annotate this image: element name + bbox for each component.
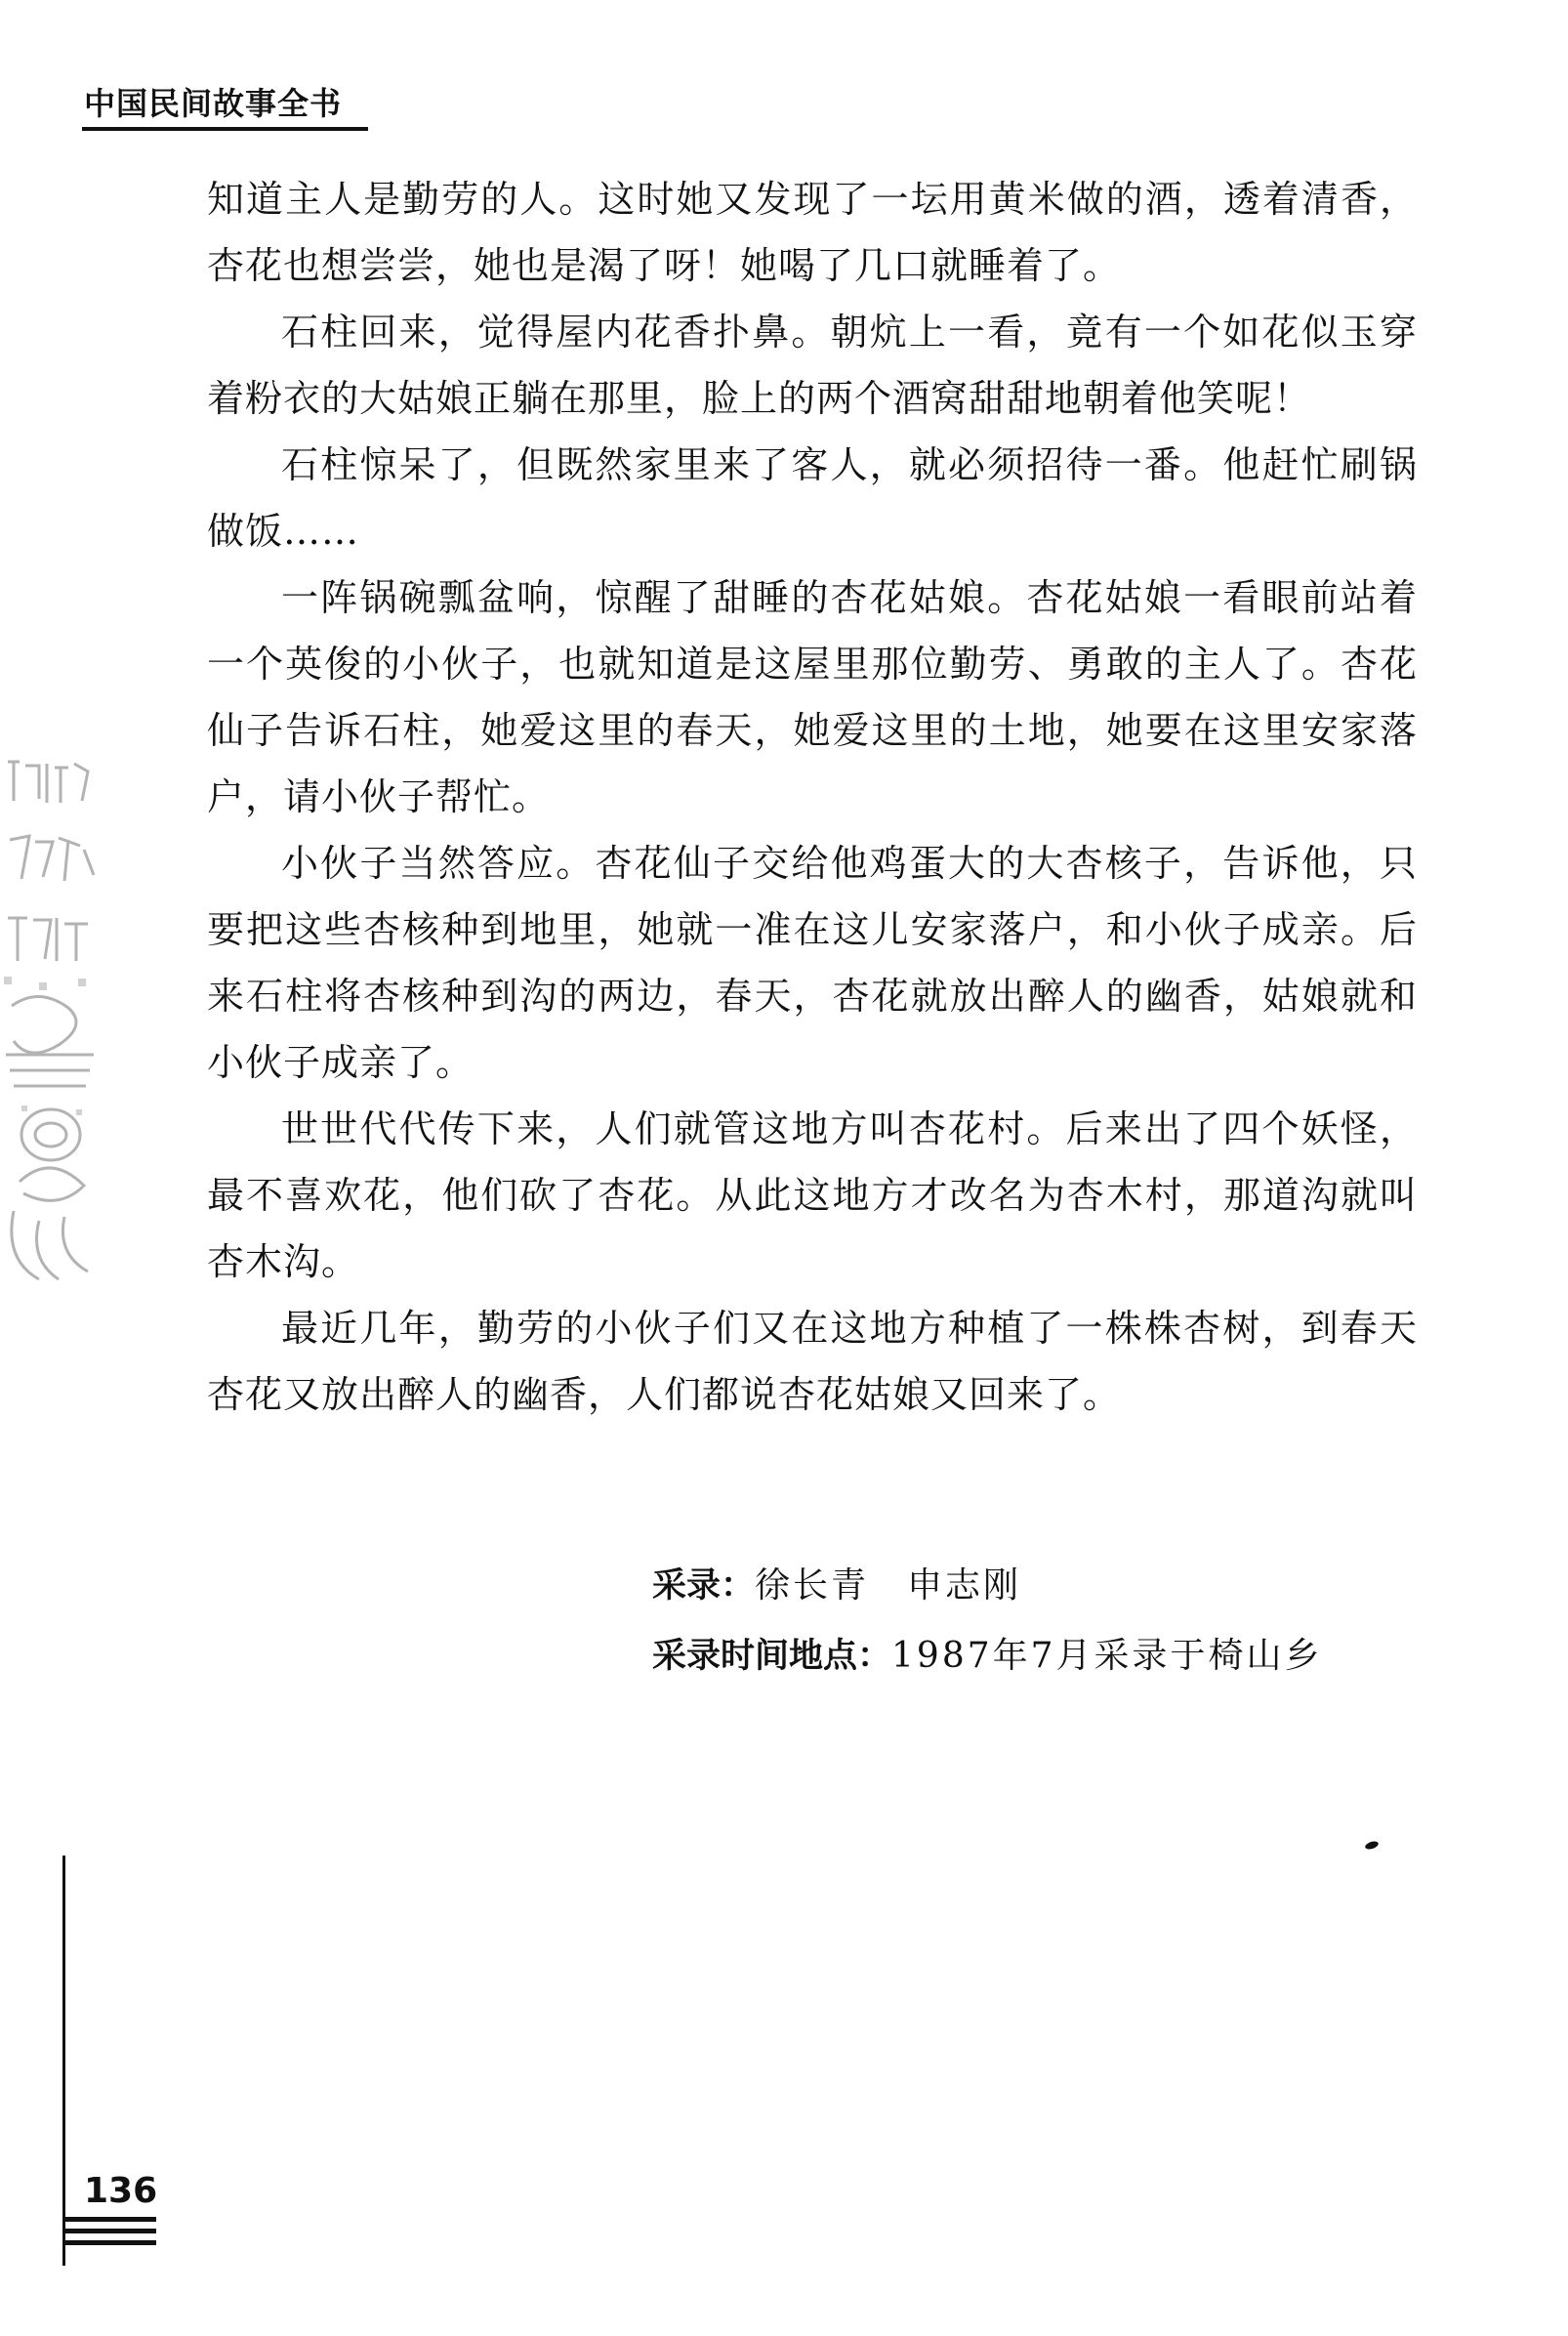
page-number: 136 [84,2171,158,2211]
time-place-label: 采录时间地点： [652,1637,892,1676]
margin-rule [62,1856,65,2266]
footer-bar [62,2217,156,2222]
recorder-line [652,1551,1433,1621]
paragraph-5: 小伙子当然答应。杏花仙子交给他鸡蛋大的大杏核子，告诉他，只要把这些杏核种到地里，她就一准在这儿安家落户，和小伙子成亲。后来石柱将杏核种到沟的两边，春天，杏花就放出醉人的幽香，姑娘就和小伙子成亲了。 [207,842,1418,1084]
story-body [207,166,1418,1428]
footer-bar [62,2229,156,2233]
book-title: 中国民间故事全书 [84,85,343,122]
paragraph-7: 最近几年，勤劳的小伙子们又在这地方种植了一株株杏树，到春天杏花又放出醉人的幽香，人们都说杏花姑娘又回来了。 [207,1307,1418,1416]
paragraph-1: 知道主人是勤劳的人。这时她又发现了一坛用黄米做的酒，透着清香，杏花也想尝尝，她也是渴了呀！她喝了几口就睡着了。 [207,178,1418,287]
time-place-value: 1987年7月采录于椅山乡 [891,1636,1323,1676]
recorder-value: 徐长青 申志刚 [755,1565,1022,1606]
footer-bars [62,2217,156,2252]
credits-block [652,1551,1433,1691]
recorder-label: 采录： [652,1566,756,1606]
header-rule [82,127,368,131]
paragraph-6: 世世代代传下来，人们就管这地方叫杏花村。后来出了四个妖怪，最不喜欢花，他们砍了杏花。从此这地方才改名为杏木村，那道沟就叫杏木沟。 [207,1107,1418,1283]
footer-bar [62,2240,156,2245]
paragraph-4: 一阵锅碗瓢盆响，惊醒了甜睡的杏花姑娘。杏花姑娘一看眼前站着一个英俊的小伙子，也就知道是这屋里那位勤劳、勇敢的主人了。杏花仙子告诉石柱，她爱这里的春天，她爱这里的土地，她要在这里安家落户，请小伙子帮忙。 [207,576,1418,818]
stray-ink-mark [1364,1840,1379,1851]
paragraph-2: 石柱回来，觉得屋内花香扑鼻。朝炕上一看，竟有一个如花似玉穿着粉衣的大姑娘正躺在那里，脸上的两个酒窝甜甜地朝着他笑呢！ [207,311,1418,420]
paragraph-3: 石柱惊呆了，但既然家里来了客人，就必须招待一番。他赶忙刷锅做饭…… [207,443,1418,553]
time-place-line [652,1621,1433,1691]
margin-decoration-icon [0,752,105,1299]
